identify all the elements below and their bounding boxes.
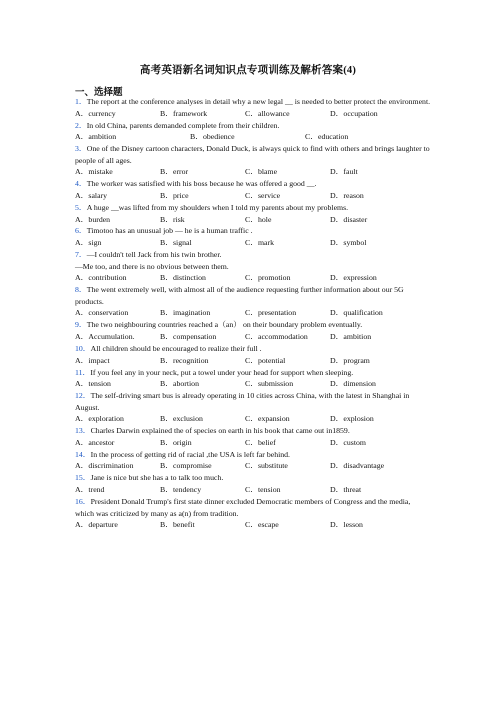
answer-option-a: A．ambition: [75, 132, 117, 142]
question-number: 5．: [75, 202, 87, 212]
answer-option-a: A．impact: [75, 355, 110, 365]
answer-option-b: B．framework: [160, 108, 208, 118]
question-number: 7．: [75, 250, 87, 260]
question-text: [75, 249, 431, 261]
answer-option-d: D．explosion: [330, 414, 374, 424]
answer-option-a: A．salary: [75, 190, 108, 200]
answer-option-b: B．risk: [160, 214, 185, 224]
question-16: [75, 496, 431, 531]
question-number: 14．: [75, 449, 91, 459]
answer-option-c: C．presentation: [245, 308, 297, 318]
question-stem: All children should be encouraged to realize their full .: [90, 343, 262, 353]
question-stem: Timotoo has an unusual job — he is a human traffic .: [86, 226, 253, 236]
answer-option-c: C．service: [245, 190, 281, 200]
answer-option-c: C．promotion: [245, 273, 291, 283]
answer-option-d: D．ambition: [330, 332, 372, 341]
answer-option-a: A．tension: [75, 379, 111, 389]
question-text: [75, 319, 431, 331]
question-stem: Charles Darwin explained the of species on earth in his book that came out in1859.: [90, 426, 350, 436]
question-number: 11．: [75, 367, 91, 377]
question-stem: The two neighbouring countries reached a（an） on their boundary problem eventually.: [86, 320, 363, 330]
question-stem: —I couldn't tell Jack from his twin brother.: [86, 250, 222, 260]
answer-option-c: C．tension: [245, 485, 281, 495]
answer-option-c: C．substitute: [245, 461, 288, 471]
question-stem: The went extremely well, with almost all of the audience requesting further information about our 5G products.: [75, 285, 404, 306]
answer-option-d: D．qualification: [330, 308, 383, 318]
answer-options: [75, 272, 431, 284]
answer-option-a: A．discrimination: [75, 461, 134, 471]
question-number: 16．: [75, 497, 91, 507]
question-stem: In old China, parents demanded complete from their children.: [86, 120, 280, 130]
answer-options: [75, 108, 431, 120]
answer-option-c: C．blame: [245, 167, 278, 177]
question-text: [75, 202, 431, 214]
answer-option-b: B．obedience: [190, 132, 235, 142]
question-number: 12．: [75, 391, 91, 401]
question-14: [75, 449, 431, 472]
question-stem: The worker was satisfied with his boss because he was offered a good __.: [86, 179, 317, 189]
answer-options: [75, 413, 431, 425]
answer-option-d: D．disaster: [330, 214, 368, 224]
answer-option-d: D．reason: [330, 190, 364, 200]
question-text: [75, 143, 431, 166]
answer-option-d: D．expression: [330, 273, 377, 283]
question-number: 3．: [75, 144, 87, 154]
question-stem: If you feel any in your neck, put a towel under your head for support when sleeping.: [90, 367, 354, 377]
answer-option-a: A．contribution: [75, 273, 127, 283]
question-stem: The report at the conference analyses in detail why a new legal __ is needed to better protect the environment.: [86, 97, 431, 106]
question-7: [75, 249, 431, 284]
answer-options: [75, 460, 431, 472]
question-stem: A huge __was lifted from my shoulders when I told my parents about my problems.: [86, 202, 349, 212]
question-number: 15．: [75, 473, 91, 483]
answer-option-d: D．custom: [330, 437, 366, 447]
answer-option-d: D．occupation: [330, 108, 378, 118]
answer-option-b: B．origin: [160, 437, 192, 447]
question-list: [75, 96, 431, 531]
question-text: [75, 449, 431, 461]
question-6: [75, 225, 431, 248]
question-1: [75, 96, 431, 119]
answer-option-c: C．expansion: [245, 414, 290, 424]
answer-options: [75, 307, 431, 319]
answer-options: [75, 437, 431, 449]
question-number: 1．: [75, 97, 87, 106]
question-11: [75, 367, 431, 390]
question-number: 8．: [75, 285, 87, 295]
answer-option-b: B．error: [160, 167, 189, 177]
answer-option-b: B．signal: [160, 238, 192, 248]
question-stem-line-2: —Me too, and there is no obvious between them.: [75, 261, 229, 271]
answer-options: [75, 355, 431, 367]
question-text: [75, 390, 431, 413]
question-stem: Jane is nice but she has a to talk too much.: [90, 473, 224, 483]
question-9: [75, 319, 431, 342]
answer-option-b: B．abortion: [160, 379, 199, 389]
answer-option-a: A．burden: [75, 214, 111, 224]
answer-option-c: C．education: [305, 132, 349, 142]
answer-option-a: A．sign: [75, 238, 102, 248]
question-number: 6．: [75, 226, 87, 236]
answer-option-d: D．threat: [330, 485, 362, 495]
question-text: [75, 367, 431, 379]
answer-option-a: A．exploration: [75, 414, 124, 424]
question-stem: The self-driving smart bus is already operating in 10 cities across China, with the latest in Shanghai in August.: [75, 391, 410, 412]
question-2: [75, 120, 431, 143]
answer-option-a: A．ancestor: [75, 437, 115, 447]
question-text: [75, 496, 431, 519]
answer-option-c: C．belief: [245, 437, 276, 447]
answer-option-d: D．disadvantage: [330, 461, 385, 471]
question-text: [75, 120, 431, 132]
answer-options: [75, 484, 431, 496]
answer-option-c: C．hole: [245, 214, 272, 224]
answer-option-b: B．distinction: [160, 273, 206, 283]
answer-option-d: D．fault: [330, 167, 358, 177]
answer-option-b: B．exclusion: [160, 414, 203, 424]
answer-option-b: B．imagination: [160, 308, 211, 318]
answer-option-b: B．compensation: [160, 332, 217, 341]
question-10: [75, 343, 431, 366]
question-4: [75, 178, 431, 201]
answer-option-c: C．potential: [245, 355, 286, 365]
answer-option-b: B．price: [160, 190, 189, 200]
question-text: [75, 284, 431, 307]
question-3: [75, 143, 431, 178]
answer-option-a: A．departure: [75, 520, 118, 530]
section-heading: 一、选择题: [75, 88, 123, 98]
question-text: [75, 225, 431, 237]
page-title: 高考英语新名词知识点专项训练及解析答案(4): [139, 65, 357, 76]
answer-options: [75, 237, 431, 249]
question-text: [75, 472, 431, 484]
answer-option-a: A．conservation: [75, 308, 129, 318]
answer-option-a: A．Accumulation.: [75, 332, 135, 341]
answer-options: [75, 378, 431, 390]
answer-option-c: C．allowance: [245, 108, 290, 118]
answer-option-c: C．submission: [245, 379, 294, 389]
answer-option-d: D．dimension: [330, 379, 376, 389]
question-stem: In the process of getting rid of racial ,the USA is left far behind.: [90, 449, 291, 459]
answer-option-d: D．symbol: [330, 238, 367, 248]
answer-option-d: D．program: [330, 355, 370, 365]
question-number: 2．: [75, 120, 87, 130]
answer-option-d: D．lesson: [330, 520, 363, 530]
answer-option-a: A．mistake: [75, 167, 113, 177]
answer-options: [75, 519, 431, 531]
question-number: 4．: [75, 179, 87, 189]
answer-option-a: A．trend: [75, 485, 105, 495]
question-15: [75, 472, 431, 495]
answer-options: [75, 166, 431, 178]
question-13: [75, 425, 431, 448]
question-number: 9．: [75, 320, 87, 330]
question-8: [75, 284, 431, 319]
question-12: [75, 390, 431, 425]
answer-options: [75, 331, 431, 343]
answer-option-c: C．escape: [245, 520, 279, 530]
question-number: 10．: [75, 343, 91, 353]
answer-option-c: C．accommodation: [245, 332, 308, 341]
question-text: [75, 96, 431, 108]
question-text: [75, 178, 431, 190]
question-5: [75, 202, 431, 225]
question-number: 13．: [75, 426, 91, 436]
answer-option-b: B．tendency: [160, 485, 202, 495]
answer-option-b: B．benefit: [160, 520, 195, 530]
answer-options: [75, 131, 431, 143]
answer-option-c: C．mark: [245, 238, 275, 248]
question-stem: President Donald Trump's first state dinner excluded Democratic members of Congress and the media, which was criticized by many as a(n) from tradition.: [75, 497, 411, 518]
answer-option-b: B．compromise: [160, 461, 212, 471]
question-text: [75, 343, 431, 355]
answer-option-a: A．currency: [75, 108, 116, 118]
answer-options: [75, 214, 431, 226]
question-stem: One of the Disney cartoon characters, Donald Duck, is always quick to find with others and brings laughter to people of all ages.: [75, 144, 430, 165]
answer-option-b: B．recognition: [160, 355, 209, 365]
question-text: [75, 425, 431, 437]
answer-options: [75, 190, 431, 202]
